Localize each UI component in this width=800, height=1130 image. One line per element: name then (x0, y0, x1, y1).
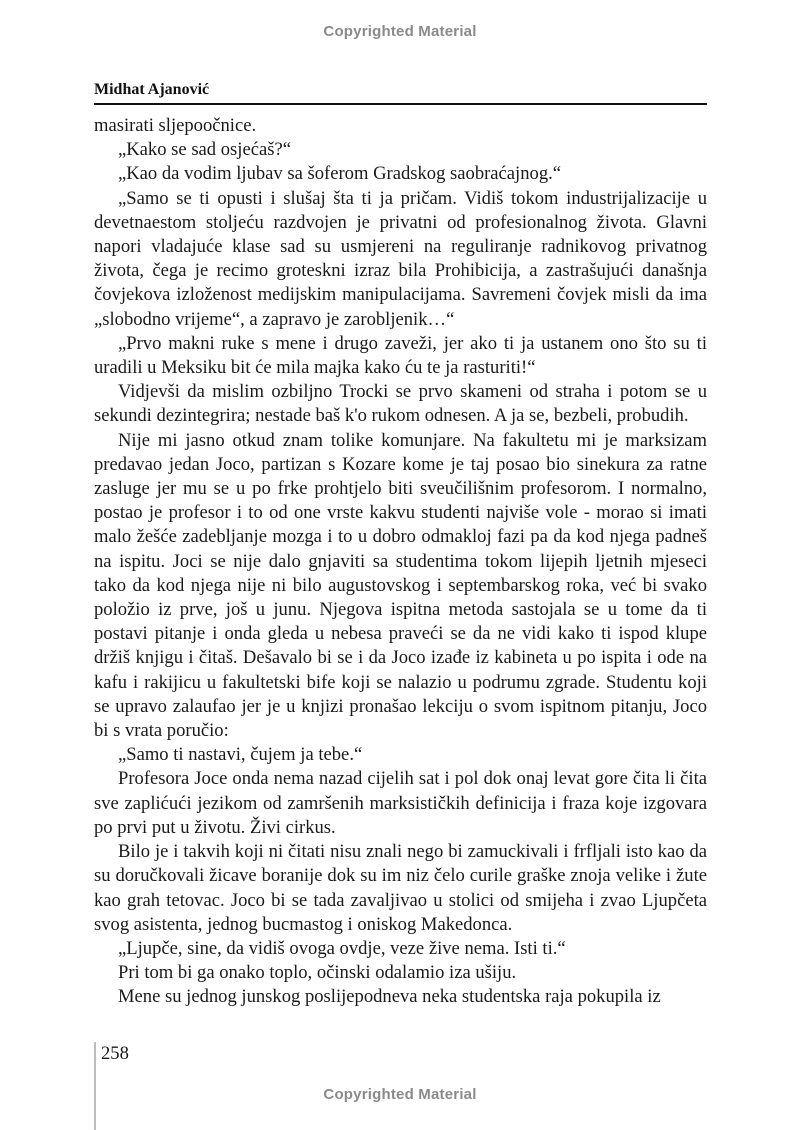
paragraph: „Samo se ti opusti i slušaj šta ti ja pričam. Vidiš tokom industrijalizacije u devetnaestom stoljeću razdvojen je privatni od profesionalnog života. Glavni napori vladajuće klase sad su usmjereni na reguliranje radnikovog privatnog života, čega je recimo groteskni izraz bila Prohibicija, a zastrašujući današnja čovjekova izloženost medijskim manipulacijama. Savremeni čovjek misli da ima „slobodno vrijeme“, a zapravo je zarobljenik…“ (94, 187, 707, 330)
body-text (94, 114, 707, 1010)
paragraph: „Kao da vodim ljubav sa šoferom Gradskog saobraćajnog.“ (118, 163, 562, 185)
paragraph: Nije mi jasno otkud znam tolike komunjare. Na fakultetu mi je marksizam predavao jedan Joco, partizan s Kozare kome je taj posao bio sinekura za ratne zasluge jer mu se u po frke prohtjelo biti sveučilišnim profesorom. I normalno, postao je profesor i to od one vrste kakvu studenti najviše vole - morao si imati malo žešće zadebljanje mozga i to u dobro odmakloj fazi pa da kod njega padneš na ispitu. Joci se nije dalo gnjaviti sa studentima tokom lijepih ljetnih mjeseci tako da kod njega nije ni bilo augustovskog i septembarskog roka, već bi svako položio iz prve, još u junu. Njegova ispitna metoda sastojala se u tome da ti postavi pitanje i onda gleda u nebesa praveći se da ne vidi kako ti ispod klupe držiš knjigu i čitaš. Dešavalo bi se i da Joco izađe iz kabineta u po ispita i ode na kafu i rakijicu u fakultetski bife koji se nalazio u podrumu zgrade. Studentu koji se upravo zalaufao jer je u knjizi pronašao lekciju o svom ispitnom pitanju, Joco bi s vrata poručio: (94, 429, 707, 742)
running-head-author: Midhat Ajanović (94, 81, 210, 98)
paragraph: Bilo je i takvih koji ni čitati nisu znali nego bi zamuckivali i frfljali isto kao da su doručkovali žicave boranije dok su im niz čelo curile graške znoja velike i žute kao grah tetovac. Joco bi se tada zavaljivao u stolici od smijeha i zvao Ljupčeta svog asistenta, jednog bucmastog i oniskog Makedonca. (94, 841, 707, 935)
paragraph: Vidjevši da mislim ozbiljno Trocki se prvo skameni od straha i potom se u sekundi dezintegrira; nestade baš k'o rukom odnesen. A ja se, bezbeli, probudih. (94, 381, 707, 427)
paragraph: Profesora Joce onda nema nazad cijelih sat i pol dok onaj levat gore čita li čita sve zaplićući jezikom od zamršenih marksističkih definicija i fraza koje izgovara po prvi put u životu. Živi cirkus. (94, 768, 707, 838)
paragraph: Pri tom bi ga onako toplo, očinski odalamio iza ušiju. (118, 962, 517, 984)
paragraph: masirati sljepoočnice. (94, 115, 257, 136)
copyright-watermark-top: Copyrighted Material (323, 23, 477, 40)
copyright-watermark-bottom: Copyrighted Material (323, 1086, 477, 1103)
page-number: 258 (101, 1043, 129, 1064)
paragraph: Mene su jednog junskog poslijepodneva neka studentska raja pokupila iz (118, 986, 661, 1008)
header-rule (94, 103, 707, 105)
paragraph: „Samo ti nastavi, čujem ja tebe.“ (118, 744, 363, 766)
paragraph: „Kako se sad osjećaš?“ (118, 139, 291, 161)
paragraph: „Prvo makni ruke s mene i drugo zaveži, jer ako ti ja ustanem ono što su ti uradili u Meksiku bit će mila majka kako ću te ja rasturiti!“ (94, 332, 707, 379)
paragraph: „Ljupče, sine, da vidiš ovoga ovdje, veze žive nema. Isti ti.“ (118, 937, 566, 959)
